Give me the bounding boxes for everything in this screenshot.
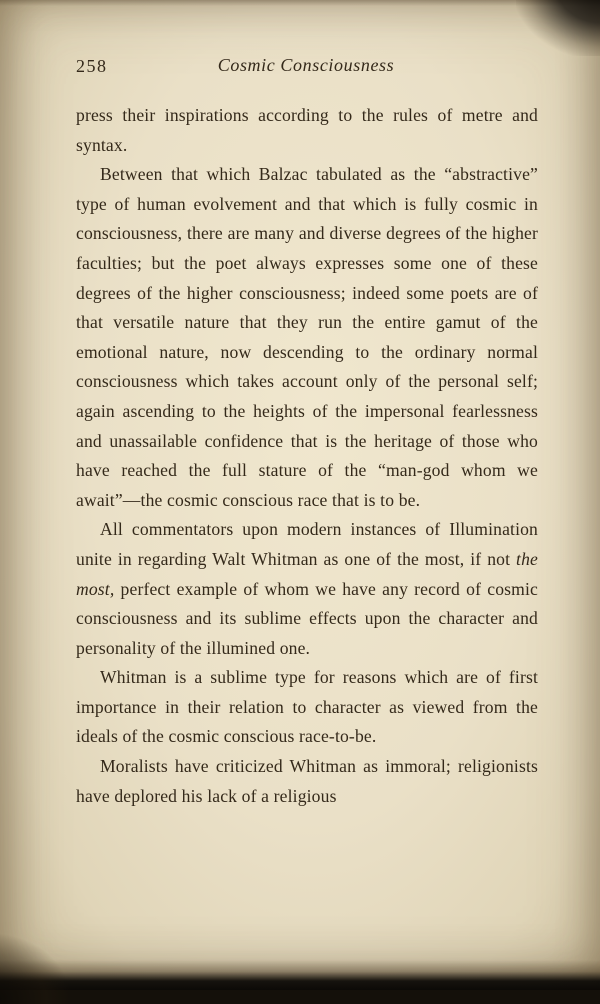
page-body-text (76, 101, 538, 811)
scan-dark-edge-bottom (0, 960, 600, 990)
paragraph (76, 663, 538, 752)
italic-text-run: the most, (76, 548, 538, 599)
text-run: perfect example of whom we have any record of cosmic consciousness and its sublime effects upon the character and personality of the illumined one. (76, 578, 538, 658)
paragraph (76, 160, 538, 515)
scan-shadow-top (0, 0, 600, 6)
paragraph (76, 752, 538, 811)
text-run: All commentators upon modern instances of Illumination unite in regarding Walt Whitman as one of the most, if not (76, 519, 538, 569)
text-run: press their inspirations according to the rules of metre and syntax. (76, 105, 538, 155)
text-run: Moralists have criticized Whitman as immoral; religionists have deplored his lack of a religious (76, 756, 538, 806)
text-run: Whitman is a sublime type for reasons which are of first importance in their relation to character as viewed from the ideals of the cosmic conscious race-to-be. (76, 667, 538, 747)
text-run: Between that which Balzac tabulated as the “abstractive” type of human evolvement and that which is fully cosmic in consciousness, there are many and diverse degrees of the higher faculties; but the poet always expresses some one of these degrees of the higher consciousness; indeed some poets are of that versatile nature that they run the entire gamut of the emotional nature, now descending to the ordinary normal consciousness which takes account only of the personal self; again ascending to the heights of the impersonal fearlessness and unassailable confidence that is the heritage of those who have reached the full stature of the “man-god whom we await”—the cosmic conscious race that is to be. (76, 164, 538, 510)
page-number: 258 (76, 56, 108, 76)
page-header (76, 55, 536, 83)
paragraph (76, 515, 538, 663)
running-title: Cosmic Consciousness (217, 55, 395, 75)
paragraph (76, 101, 538, 160)
scan-dark-corner-bottom-left (0, 934, 70, 1004)
scan-dark-corner-top-right (516, 0, 600, 56)
